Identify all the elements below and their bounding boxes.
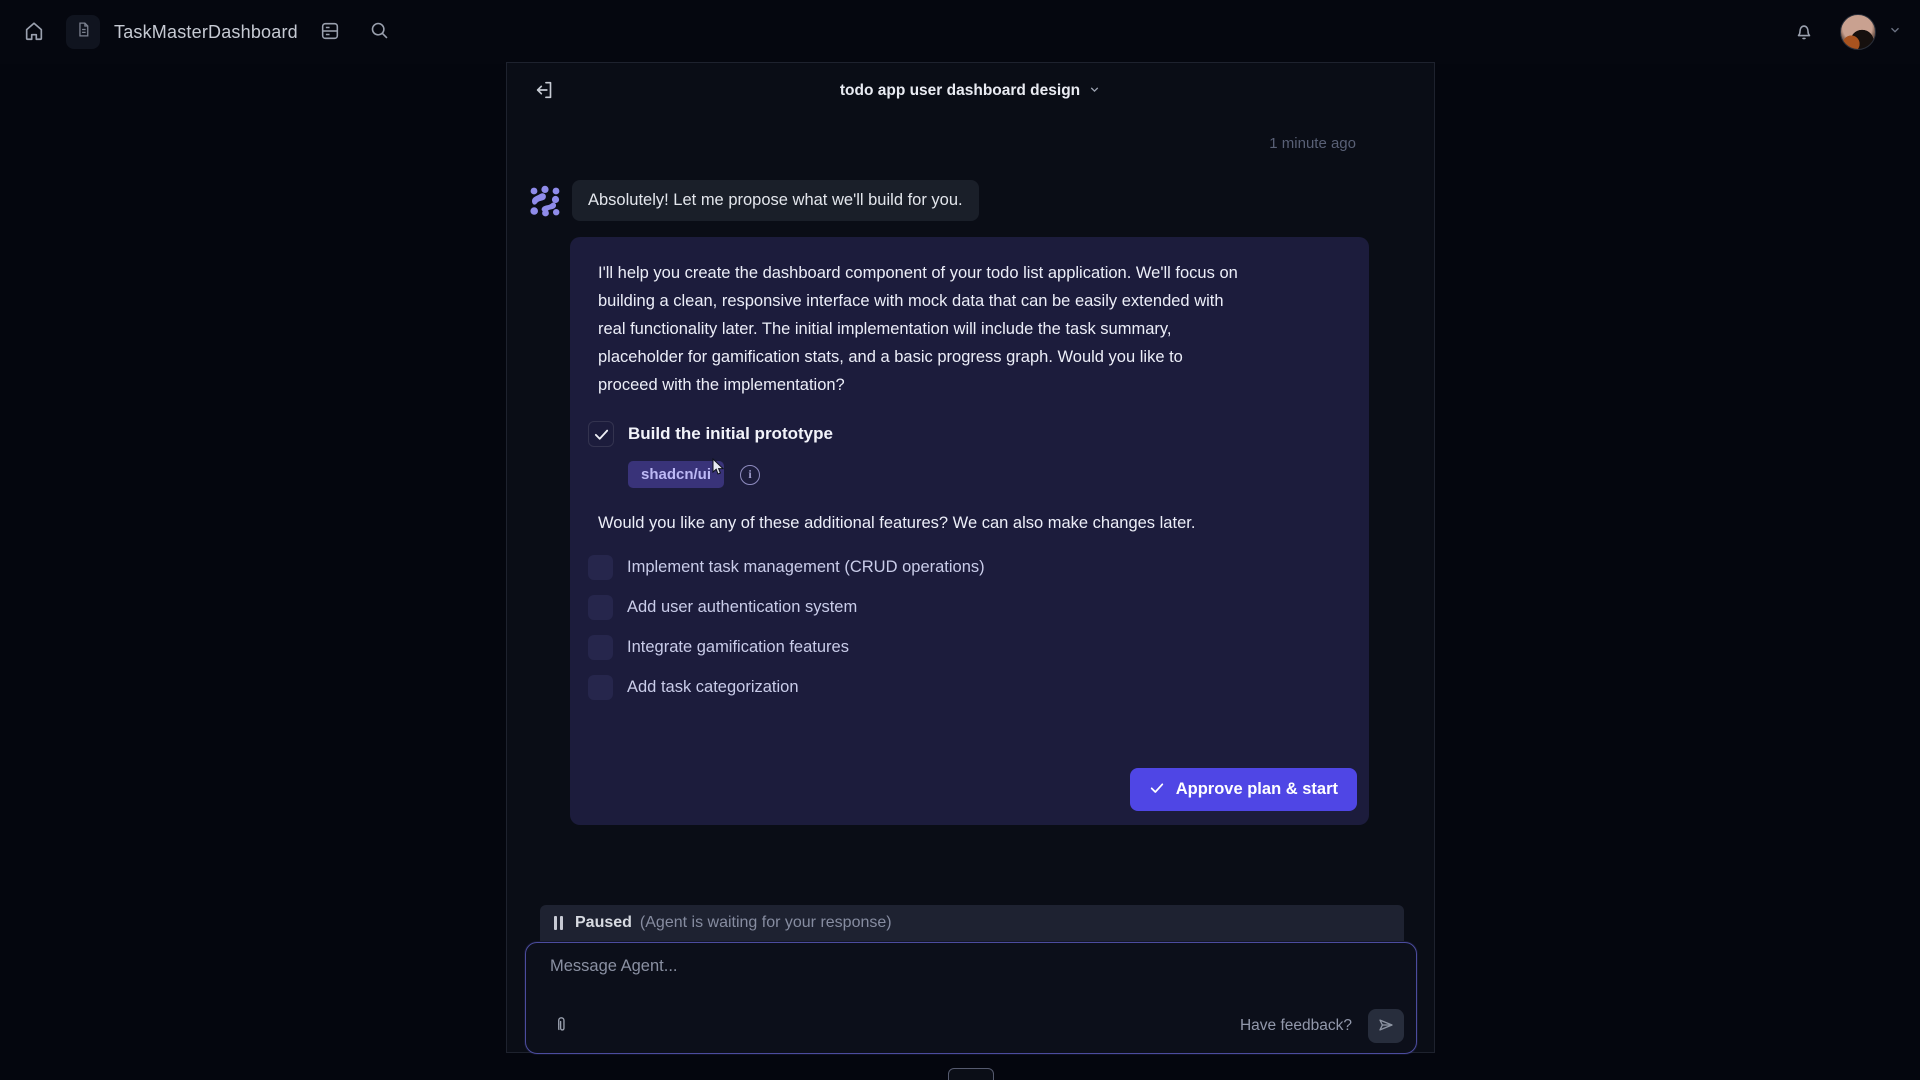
- paused-state-label: Paused: [575, 914, 632, 931]
- bottom-drawer-handle[interactable]: [948, 1068, 994, 1080]
- collapse-panel-button[interactable]: [527, 73, 563, 109]
- proposal-card: [570, 237, 1369, 825]
- info-icon[interactable]: i: [740, 465, 760, 485]
- features-question: Would you like any of these additional features? We can also make changes later.: [598, 514, 1196, 532]
- approve-plan-button[interactable]: [1130, 768, 1357, 811]
- send-icon: [1377, 1016, 1395, 1037]
- message-timestamp: 1 minute ago: [1269, 135, 1356, 152]
- agent-logo-icon: [528, 184, 562, 218]
- chevron-down-icon: [1088, 83, 1101, 101]
- agent-paused-status-bar: [540, 905, 1404, 941]
- proposal-body-text: I'll help you create the dashboard component of your todo list application. We'll focus on building a clean, responsive interface with mock data that can be easily extended with real functionality later. The initial implementation will include the task summary, placeholder for gamification stats, and a basic progress graph. Would you like to proceed with the implementation?: [598, 264, 1238, 394]
- feature-row-authentication[interactable]: [588, 595, 1341, 620]
- message-input[interactable]: [550, 957, 1404, 997]
- document-icon: [75, 21, 92, 43]
- home-button[interactable]: [16, 14, 52, 50]
- check-icon: [1149, 780, 1165, 801]
- agent-chat-panel: [506, 62, 1435, 1053]
- user-avatar[interactable]: [1840, 14, 1876, 50]
- approve-plan-label: Approve plan & start: [1175, 780, 1338, 798]
- primary-task-label: Build the initial prototype: [628, 424, 833, 443]
- stack-icon: [319, 20, 341, 45]
- search-button[interactable]: [362, 14, 398, 50]
- message-composer: [525, 942, 1417, 1054]
- feature-row-categorization[interactable]: [588, 675, 1341, 700]
- primary-task-row[interactable]: [588, 421, 1341, 447]
- checkbox-unchecked-icon[interactable]: [588, 555, 613, 580]
- feature-checklist: [588, 555, 1341, 700]
- project-file-chip[interactable]: [66, 15, 100, 49]
- bell-icon: [1793, 20, 1815, 45]
- mouse-cursor: [712, 458, 727, 481]
- attach-file-button[interactable]: [550, 1013, 573, 1039]
- send-message-button[interactable]: [1368, 1009, 1404, 1043]
- notifications-button[interactable]: [1786, 14, 1822, 50]
- feature-label: Integrate gamification features: [627, 638, 849, 656]
- account-chevron-down-icon[interactable]: [1888, 23, 1902, 42]
- paperclip-icon: [552, 1022, 571, 1037]
- home-icon: [23, 20, 45, 45]
- app-title: TaskMasterDashboard: [114, 21, 298, 42]
- agent-message-bubble: Absolutely! Let me propose what we'll build for you.: [572, 180, 979, 221]
- conversation-title: todo app user dashboard design: [839, 82, 1081, 99]
- checkbox-unchecked-icon[interactable]: [588, 595, 613, 620]
- agent-message-row: [528, 180, 1434, 221]
- have-feedback-link[interactable]: Have feedback?: [1239, 1017, 1352, 1034]
- feature-label: Add user authentication system: [627, 598, 858, 616]
- search-icon: [369, 20, 390, 44]
- topbar: [0, 0, 1920, 64]
- feature-row-task-management[interactable]: [588, 555, 1341, 580]
- paused-state-detail: (Agent is waiting for your response): [639, 914, 892, 931]
- checkbox-unchecked-icon[interactable]: [588, 675, 613, 700]
- panel-header: [507, 63, 1434, 119]
- workspace-layout-button[interactable]: [312, 14, 348, 50]
- checkbox-checked-icon[interactable]: [588, 421, 614, 447]
- checkbox-unchecked-icon[interactable]: [588, 635, 613, 660]
- badge-row: [628, 461, 1341, 488]
- exit-panel-icon: [534, 79, 556, 104]
- feature-label: Add task categorization: [627, 678, 799, 696]
- shadcn-badge[interactable]: shadcn/ui: [628, 461, 724, 488]
- conversation-title-dropdown[interactable]: [840, 81, 1101, 101]
- feature-row-gamification[interactable]: [588, 635, 1341, 660]
- pause-icon: [554, 916, 563, 930]
- feature-label: Implement task management (CRUD operations): [627, 558, 985, 576]
